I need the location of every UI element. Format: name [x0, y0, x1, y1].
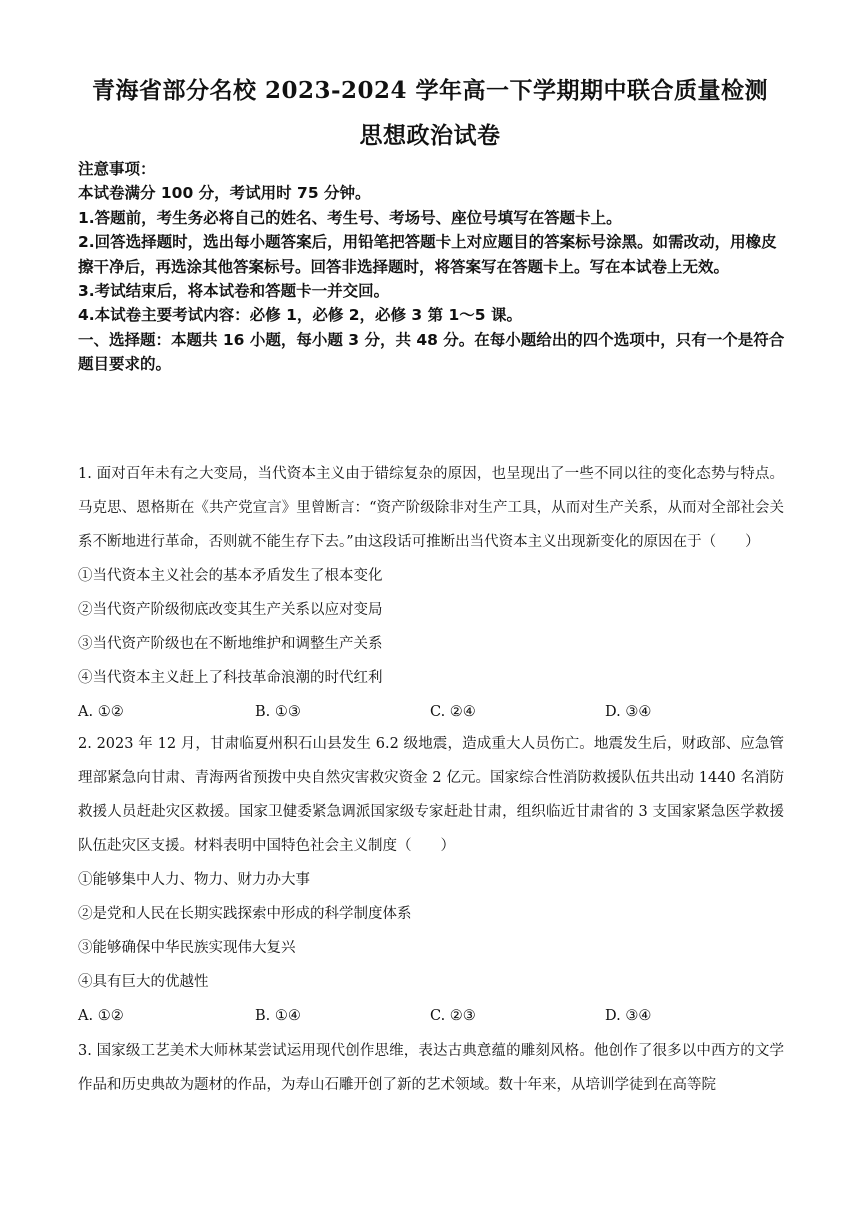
statement-option: ①能够集中人力、物力、财力办大事 [78, 872, 310, 888]
exam-subtitle: 思想政治试卷 [359, 122, 501, 149]
statement-option: ②当代资产阶级彻底改变其生产关系以应对变局 [78, 602, 383, 618]
question-stem: 3. 国家级工艺美术大师林某尝试运用现代创作思维，表达古典意蕴的雕刻风格。他创作了很多以中西方的文学作品和历史典故为题材的作品，为寿山石雕开创了新的艺术领域。数十年来，从培训学徒到在高等院 [78, 1043, 784, 1093]
notice-heading: 注意事项： [78, 160, 156, 178]
notice-item: 本试卷满分 100 分，考试用时 75 分钟。 [78, 184, 371, 203]
choice-b: B. ①④ [255, 1008, 301, 1024]
notice-item: 1.答题前，考生务必将自己的姓名、考生号、考场号、座位号填写在答题卡上。 [78, 208, 622, 227]
choice-d: D. ③④ [605, 1008, 652, 1024]
notice-item: 4.本试卷主要考试内容：必修 1，必修 2，必修 3 第 1～5 课。 [78, 306, 522, 325]
answer-choices [78, 999, 784, 1033]
statement-option: ②是党和人民在长期实践探索中形成的科学制度体系 [78, 906, 412, 922]
question-1 [78, 457, 784, 729]
notice-item: 3.考试结束后，将本试卷和答题卡一并交回。 [78, 282, 390, 301]
choice-d: D. ③④ [605, 704, 652, 720]
statement-option: ③当代资产阶级也在不断地维护和调整生产关系 [78, 636, 383, 652]
statement-option: ①当代资本主义社会的基本矛盾发生了根本变化 [78, 568, 383, 584]
question-stem: 1. 面对百年未有之大变局，当代资本主义由于错综复杂的原因，也呈现出了一些不同以往的变化态势与特点。马克思、恩格斯在《共产党宣言》里曾断言：“资产阶级除非对生产工具，从而对生产关系，从而对全部社会关系不断地进行革命，否则就不能生存下去。”由这段话可推断出当代资本主义出现新变化的原因在于（ ） [78, 466, 784, 550]
statement-option: ③能够确保中华民族实现伟大复兴 [78, 940, 296, 956]
choice-a: A. ①② [78, 704, 124, 720]
notice-item: 2.回答选择题时，选出每小题答案后，用铅笔把答题卡上对应题目的答案标号涂黑。如需改动，用橡皮擦干净后，再选涂其他答案标号。回答非选择题时，将答案写在答题卡上。写在本试卷上无效。 [78, 233, 777, 276]
question-2 [78, 727, 784, 1033]
choice-a: A. ①② [78, 1008, 124, 1024]
question-stem: 2. 2023 年 12 月，甘肃临夏州积石山县发生 6.2 级地震，造成重大人员伤亡。地震发生后，财政部、应急管理部紧急向甘肃、青海两省预拨中央自然灾害救灾资金 2 亿元。国家综合性消防救援队伍共出动 1440 名消防救援人员赶赴灾区救援。国家卫健委紧急调派国家级专家赶赴甘肃，组织临近甘肃省的 3 支国家紧急医学救援队伍赴灾区支援。材料表明中国特色社会主义制度（ ） [78, 736, 784, 854]
statement-option: ④当代资本主义赶上了科技革命浪潮的时代红利 [78, 670, 383, 686]
exam-title: 青海省部分名校 2023-2024 学年高一下学期期中联合质量检测 [91, 77, 769, 104]
question-3 [78, 1034, 784, 1102]
statement-option: ④具有巨大的优越性 [78, 974, 209, 990]
notice-section [78, 157, 786, 377]
answer-choices [78, 695, 784, 729]
choice-c: C. ②④ [430, 704, 476, 720]
choice-b: B. ①③ [255, 704, 301, 720]
choice-c: C. ②③ [430, 1008, 476, 1024]
section-heading: 一、选择题：本题共 16 小题，每小题 3 分，共 48 分。在每小题给出的四个选项中，只有一个是符合题目要求的。 [78, 330, 785, 374]
